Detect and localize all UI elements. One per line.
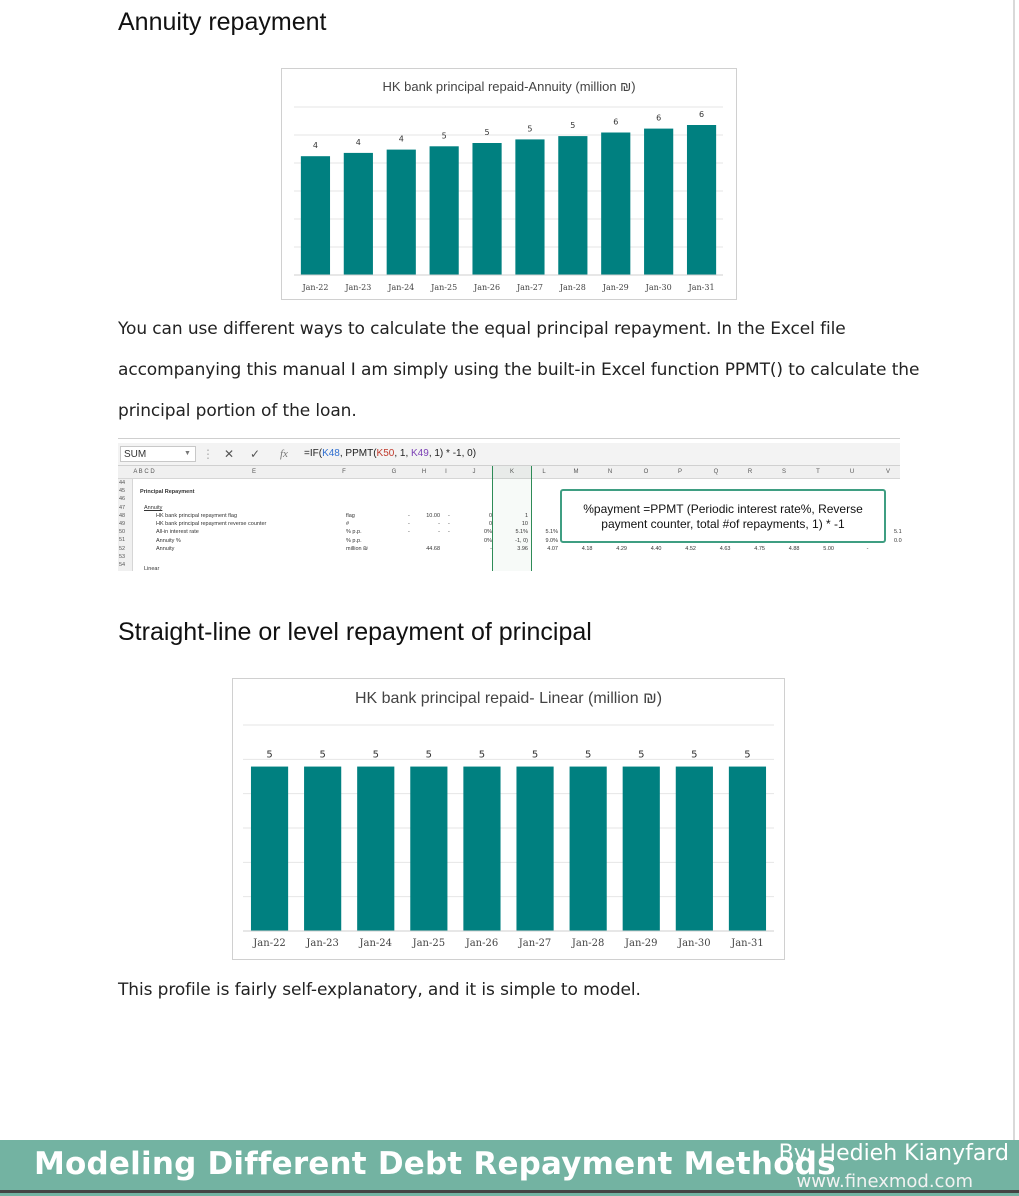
data-label: 5	[319, 749, 326, 761]
linear-label: Linear	[144, 566, 160, 572]
row52-value[interactable]: 4.07	[547, 545, 558, 552]
bar	[387, 150, 416, 275]
bar	[676, 767, 713, 931]
row52-value[interactable]: 4.88	[788, 545, 800, 552]
data-label: 5	[478, 749, 486, 761]
tick-label: Jan-23	[306, 938, 339, 949]
annuity-sub-label: Annuity	[144, 505, 163, 511]
cell-k0[interactable]: 0%	[484, 529, 492, 536]
cancel-icon[interactable]: ✕	[224, 447, 235, 461]
callout-line-2: payment counter, total #of repayments, 1) * -1	[601, 517, 845, 531]
cell-i[interactable]: -	[448, 521, 450, 528]
cell-g[interactable]: -	[408, 521, 410, 528]
data-label: 4	[355, 137, 361, 147]
linear-chart-title: HK bank principal repaid- Linear (million ₪)	[354, 690, 663, 707]
tick-label: Jan-29	[624, 938, 658, 949]
bar	[410, 767, 447, 931]
data-label: 5	[266, 749, 273, 761]
row52-value[interactable]: 4.18	[581, 545, 593, 552]
cell-k[interactable]: 1	[524, 513, 528, 519]
cell-h[interactable]: -	[438, 521, 440, 528]
linear-chart-plot	[233, 679, 784, 959]
column-header[interactable]: G	[391, 469, 397, 475]
cell-k[interactable]: 10	[521, 521, 528, 528]
row-headers	[118, 479, 133, 571]
column-header[interactable]: Q	[713, 469, 719, 475]
row-label[interactable]: HK bank principal repayment flag	[156, 513, 238, 519]
tick-label: Jan-31	[731, 938, 764, 949]
tick-label: Jan-24	[388, 283, 415, 292]
row-header[interactable]: 46	[119, 496, 126, 503]
tick-label: Jan-25	[431, 283, 458, 292]
column-header[interactable]: N	[607, 469, 613, 475]
annuity-heading: Annuity repayment	[118, 8, 327, 36]
unit-cell[interactable]: % p.p.	[346, 529, 362, 536]
cell-l[interactable]: 5.1%	[545, 529, 558, 536]
bar	[687, 125, 716, 275]
data-label: 5	[584, 749, 592, 761]
cell-h[interactable]: -	[438, 529, 440, 536]
bar	[570, 767, 607, 931]
linear-chart	[232, 678, 785, 960]
bar	[472, 143, 501, 275]
data-label: 5	[441, 131, 447, 141]
row-label[interactable]: Annuity %	[156, 537, 181, 544]
annuity-chart-plot	[282, 69, 736, 299]
name-box[interactable]: SUM	[120, 446, 196, 462]
data-label: 5	[372, 749, 379, 761]
row-header[interactable]: 48	[119, 512, 126, 519]
tick-label: Jan-26	[465, 938, 499, 949]
column-header[interactable]: S	[781, 469, 787, 475]
excel-screenshot	[118, 438, 900, 571]
footer-author: By: Hedieh Kianyfard	[778, 1141, 1009, 1166]
row52-value[interactable]: 4.63	[719, 545, 731, 552]
data-label: 5	[691, 749, 698, 761]
column-header[interactable]: O	[643, 469, 649, 475]
cell-i[interactable]: -	[448, 513, 450, 519]
row-label[interactable]: All-in interest rate	[156, 529, 199, 536]
bar	[357, 767, 394, 931]
column-header[interactable]: H	[421, 469, 427, 475]
column-header[interactable]: R	[747, 469, 753, 475]
cell-k0[interactable]: -	[490, 545, 492, 552]
paragraph-line-3: principal portion of the loan.	[118, 401, 357, 421]
cell-k[interactable]: 3.96	[517, 545, 528, 552]
bar	[729, 767, 766, 931]
column-header[interactable]: M	[573, 469, 579, 475]
data-label: 5	[638, 749, 645, 761]
data-label: 5	[425, 749, 433, 761]
data-label: 5	[744, 749, 751, 761]
column-header[interactable]: T	[816, 469, 820, 475]
row52-value[interactable]: 4.40	[650, 545, 662, 552]
row-header[interactable]: 45	[119, 488, 126, 495]
bar	[558, 136, 587, 275]
bar	[463, 767, 500, 931]
footer-title: Modeling Different Debt Repayment Methods	[34, 1146, 836, 1182]
tick-label: Jan-25	[412, 938, 446, 949]
function-icon[interactable]: fx	[280, 448, 288, 460]
unit-cell[interactable]: million ₪	[346, 545, 368, 552]
row-header[interactable]: 54	[119, 562, 126, 568]
tick-label: Jan-27	[518, 938, 552, 949]
tick-label: Jan-28	[559, 283, 586, 292]
row52-value[interactable]: 5.00	[823, 545, 834, 552]
tick-label: Jan-26	[474, 283, 501, 292]
data-label: 4	[312, 141, 318, 151]
ppmt-callout	[560, 489, 886, 543]
row52-value[interactable]: 4.75	[754, 545, 765, 552]
column-header[interactable]: J	[472, 469, 476, 475]
row-header[interactable]: 44	[119, 480, 126, 486]
row-header[interactable]: 51	[119, 537, 126, 544]
column-header[interactable]: I	[445, 469, 447, 475]
bar	[251, 767, 288, 931]
row52-value[interactable]: 4.52	[685, 545, 696, 552]
tick-label: Jan-23	[345, 283, 372, 292]
annuity-chart	[281, 68, 737, 300]
bar	[515, 139, 544, 275]
cell-v[interactable]: 0.0	[894, 537, 902, 544]
data-label: 6	[656, 113, 662, 123]
paragraph-line-2: accompanying this manual I am simply using the built-in Excel function PPMT() to calculate the	[118, 360, 920, 380]
bar	[304, 767, 341, 931]
column-header[interactable]: L	[542, 469, 546, 475]
tick-label: Jan-30	[678, 938, 711, 949]
confirm-icon[interactable]: ✓	[250, 447, 261, 461]
cell-g[interactable]: -	[408, 529, 410, 536]
column-header[interactable]: K	[509, 469, 515, 475]
cell-k[interactable]: -1, 0)	[515, 537, 528, 544]
chevron-down-icon[interactable]: ▼	[184, 450, 191, 457]
formula-input[interactable]: =IF(K48, PPMT(K50, 1, K49, 1) * -1, 0)	[304, 448, 477, 459]
tick-label: Jan-27	[516, 283, 543, 292]
column-header[interactable]: V	[885, 469, 891, 475]
column-header[interactable]: A B C D	[133, 469, 155, 475]
page-edge-rule	[1013, 0, 1015, 1196]
paragraph-closing: This profile is fairly self-explanatory, and it is simple to model.	[118, 980, 641, 1000]
linear-heading: Straight-line or level repayment of principal	[118, 618, 592, 646]
unit-cell[interactable]: #	[346, 521, 350, 528]
column-header[interactable]: U	[849, 469, 855, 475]
column-header[interactable]: E	[251, 469, 257, 475]
row52-value[interactable]: -	[866, 545, 869, 552]
callout-line-1: %payment =PPMT (Periodic interest rate%, Reverse	[583, 502, 863, 516]
tick-label: Jan-28	[571, 938, 605, 949]
bar	[344, 153, 373, 275]
bar	[430, 146, 459, 275]
data-label: 5	[570, 121, 576, 131]
tick-label: Jan-29	[602, 283, 629, 292]
row-header[interactable]: 49	[119, 521, 126, 527]
tick-label: Jan-24	[359, 938, 393, 949]
cell-k0[interactable]: 0	[488, 521, 492, 528]
cell-g[interactable]: -	[408, 513, 410, 519]
data-label: 4	[398, 134, 404, 144]
formula-bar	[118, 443, 900, 466]
cell-k[interactable]: 5.1%	[515, 529, 528, 536]
row-header[interactable]: 50	[119, 529, 126, 536]
bar	[644, 129, 673, 275]
row-header[interactable]: 52	[119, 545, 126, 552]
data-label: 6	[613, 117, 619, 127]
column-header[interactable]: P	[677, 469, 683, 475]
column-header[interactable]: F	[342, 469, 346, 475]
data-label: 6	[699, 110, 705, 119]
cell-h[interactable]: 10.00	[426, 513, 440, 519]
cell-i[interactable]: -	[448, 529, 450, 536]
row-header[interactable]: 53	[119, 553, 126, 560]
cell-k0[interactable]: 0%	[484, 537, 492, 544]
cell-h[interactable]: 44.68	[426, 545, 440, 552]
unit-cell[interactable]: flag	[346, 513, 355, 519]
unit-cell[interactable]: % p.p.	[346, 537, 362, 544]
tick-label: Jan-30	[645, 283, 672, 292]
cell-l[interactable]: 9.0%	[545, 537, 558, 544]
bar	[516, 767, 553, 931]
cell-k0[interactable]: 0	[488, 513, 492, 519]
bar	[623, 767, 660, 931]
tick-label: Jan-22	[302, 283, 329, 292]
row-label[interactable]: Annuity	[156, 545, 175, 552]
cell-v[interactable]: 5.1	[894, 529, 902, 536]
data-label: 5	[531, 749, 539, 761]
section-label: Principal Repayment	[140, 489, 195, 495]
annuity-chart-title: HK bank principal repaid-Annuity (million ₪)	[382, 79, 636, 94]
tick-label: Jan-22	[253, 938, 286, 949]
row-label[interactable]: HK bank principal repayment reverse counter	[156, 521, 267, 528]
row52-value[interactable]: 4.29	[616, 545, 627, 552]
data-label: 5	[527, 124, 533, 134]
data-label: 5	[484, 128, 490, 137]
paragraph-line-1: You can use different ways to calculate the equal principal repayment. In the Excel file	[118, 319, 846, 339]
footer-url[interactable]: www.finexmod.com	[796, 1171, 973, 1192]
row-header[interactable]: 47	[119, 504, 126, 511]
more-icon: ⋮	[202, 447, 214, 461]
tick-label: Jan-31	[688, 283, 715, 292]
bar	[301, 156, 330, 275]
bar	[601, 133, 630, 276]
